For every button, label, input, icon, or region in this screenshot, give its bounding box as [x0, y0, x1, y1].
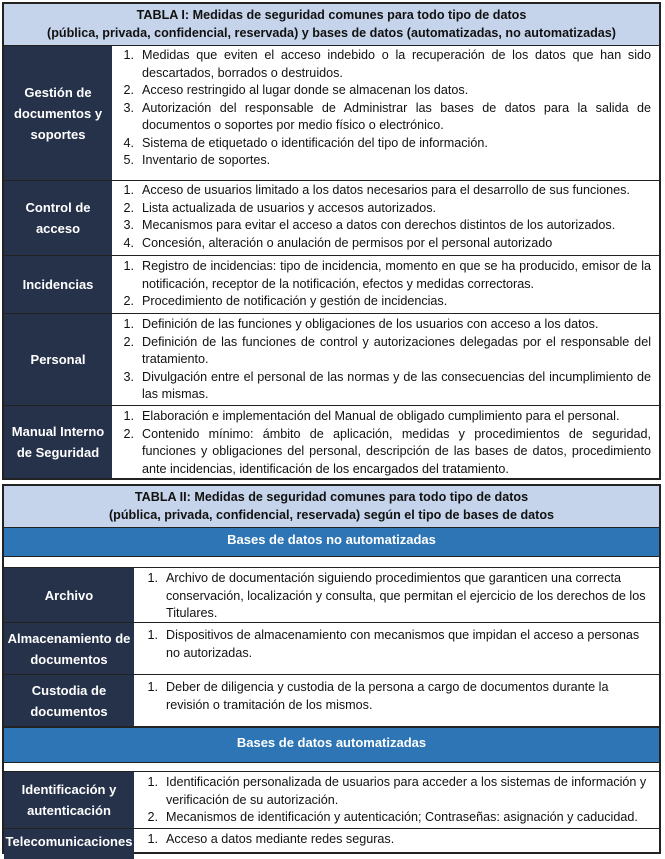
list-item: 4. Concesión, alteración o anulación de permisos por el personal autorizado [123, 235, 553, 250]
table-1-title-line2: (pública, privada, confidencial, reservada) y bases de datos (automatizadas, no automatizadas) [47, 26, 616, 40]
list-item: 1. Elaboración e implementación del Manual de obligado cumplimiento para el personal. [123, 409, 620, 423]
table-row [4, 181, 659, 256]
list-item: 2. Acceso restringido al lugar donde se almacenan los datos. [123, 83, 469, 97]
list-item: 1. Deber de diligencia y custodia de la persona a cargo de documentos durante la revisión o tramitación de los mismos. [147, 680, 609, 712]
list-item: 2. Contenido mínimo: ámbito de aplicación, medidas y procedimientos de seguridad, funciones y obligaciones del personal, descripción de las bases de datos, procedimiento ante incidencias, identificación de los encargados del tratamiento. [123, 426, 651, 476]
list-item: 1. Medidas que eviten el acceso indebido o la recuperación de los datos que han sido descartados, borrados o destruidos. [123, 48, 651, 80]
measure-list [112, 46, 659, 180]
measure-list [134, 829, 659, 859]
list-item: 1. Definición de las funciones y obligaciones de los usuarios con acceso a los datos. [123, 317, 599, 331]
table-2-title-line1: TABLA II: Medidas de seguridad comunes para todo tipo de datos [134, 490, 529, 504]
table-row [4, 567, 659, 623]
row-label-custodia: Custodia de documentos [4, 675, 134, 726]
table-row [4, 314, 659, 406]
measure-list [134, 675, 659, 726]
row-label-identificacion: Identificación y autenticación [4, 772, 134, 828]
list-item: 3. Divulgación entre el personal de las normas y de las consecuencias del incumplimiento de las mismas. [123, 369, 651, 401]
list-item: 3. Autorización del responsable de Administrar las bases de datos para la salida de documentos o soportes por medio físico o electrónico. [123, 100, 651, 132]
table-2-title-line2: (pública, privada, confidencial, reservada) según el tipo de bases de datos [108, 508, 555, 522]
table-1-title-line1: TABLA I: Medidas de seguridad comunes para todo tipo de datos [136, 8, 527, 22]
list-item: 1. Identificación personalizada de usuarios para acceder a los sistemas de información y verificación de su autorización. [147, 775, 647, 807]
table-row [4, 829, 659, 859]
row-label-almacenamiento: Almacenamiento de documentos [4, 623, 134, 674]
row-label-incidencias: Incidencias [4, 256, 112, 313]
table-1-title [4, 4, 659, 46]
list-item: 1. Archivo de documentación siguiendo procedimientos que garanticen una correcta conservación, localización y consulta, que permitan el ejercicio de los derechos de los Titulares. [147, 571, 646, 620]
list-item: 5. Inventario de soportes. [123, 153, 271, 167]
list-item: 4. Sistema de etiquetado o identificación del tipo de información. [123, 135, 488, 150]
measure-list [134, 772, 659, 828]
measure-list [112, 181, 659, 255]
table-1 [2, 2, 661, 480]
section-header-no-automatizadas: Bases de datos no automatizadas [4, 527, 659, 557]
table-row [4, 406, 659, 478]
list-item: 3. Mecanismos para evitar el acceso a datos con derechos distintos de los autorizados. [123, 218, 616, 232]
row-label-manual: Manual Interno de Seguridad [4, 406, 112, 478]
table-2 [2, 484, 661, 854]
list-item: 1. Registro de incidencias: tipo de incidencia, momento en que se ha producido, emisor de la notificación, receptor de la notificación, efectos y medidas correctoras. [123, 259, 651, 291]
table-row [4, 675, 659, 727]
list-item: 1. Acceso a datos mediante redes seguras. [147, 832, 395, 846]
table-row [4, 46, 659, 181]
row-label-control-acceso: Control de acceso [4, 181, 112, 255]
list-item: 2. Lista actualizada de usuarios y accesos autorizados. [123, 200, 437, 215]
table-2-title [4, 486, 659, 527]
measure-list [112, 406, 659, 478]
measure-list [134, 623, 659, 674]
list-item: 2. Definición de las funciones de control y autorizaciones delegadas por el responsable del tratamiento. [123, 334, 651, 366]
row-label-telecomunicaciones: Telecomunicaciones [4, 829, 134, 859]
row-label-gestion: Gestión de documentos y soportes [4, 46, 112, 180]
list-item: 1. Dispositivos de almacenamiento con mecanismos que impidan el acceso a personas no autorizadas. [147, 628, 640, 660]
measure-list [112, 256, 659, 313]
table-row [4, 623, 659, 675]
row-label-archivo: Archivo [4, 568, 134, 622]
list-item: 2. Mecanismos de identificación y autenticación; Contraseñas: asignación y caducidad. [147, 810, 638, 824]
list-item: 1. Acceso de usuarios limitado a los datos necesarios para el desarrollo de sus funciones. [123, 183, 630, 197]
measure-list [134, 568, 659, 622]
table-row [4, 256, 659, 314]
list-item: 2. Procedimiento de notificación y gestión de incidencias. [123, 294, 448, 308]
section-header-automatizadas: Bases de datos automatizadas [4, 727, 659, 763]
row-label-personal: Personal [4, 314, 112, 405]
table-row [4, 771, 659, 829]
measure-list [112, 314, 659, 405]
